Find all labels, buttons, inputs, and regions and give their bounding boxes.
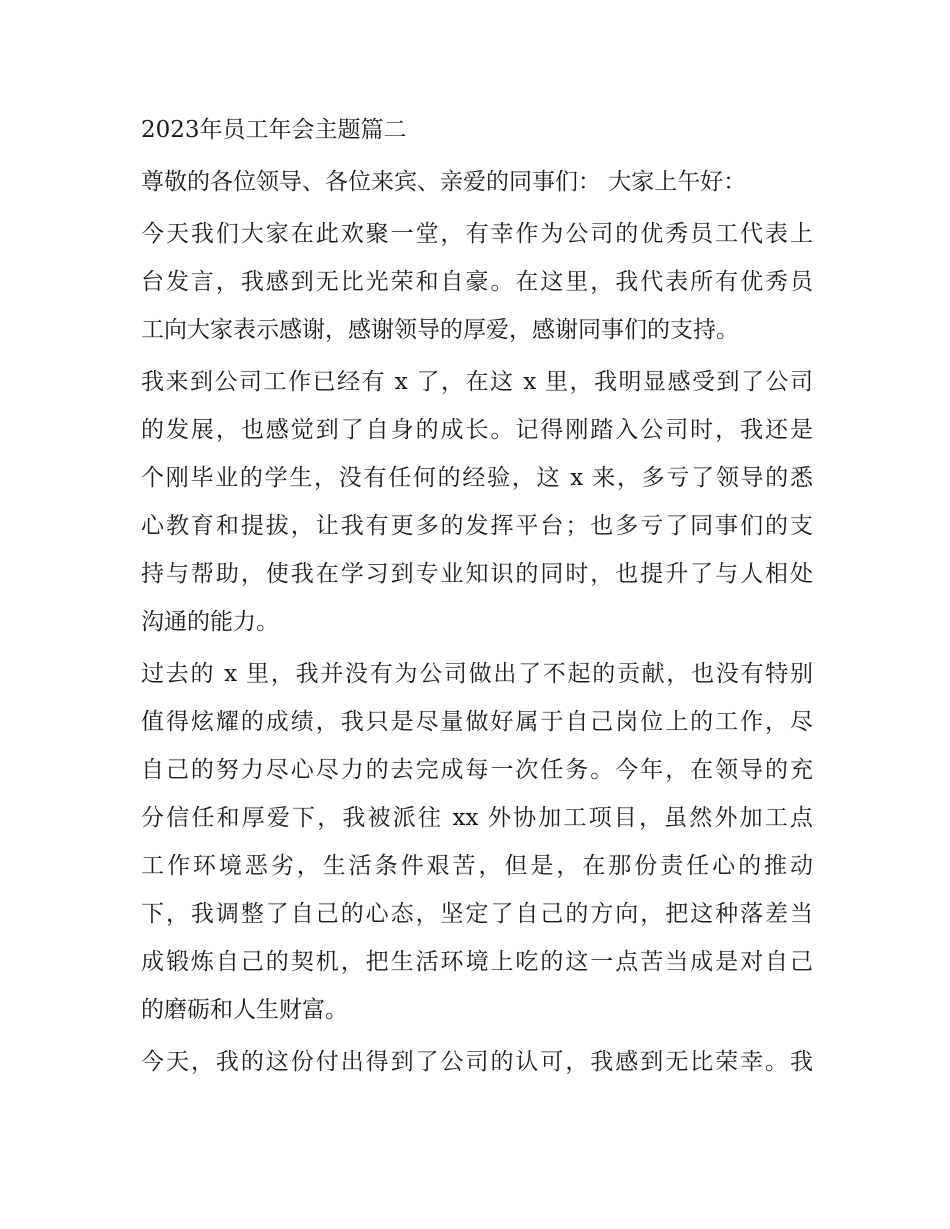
paragraph-today [141,1038,813,1086]
text-line: 工作环境恶劣，生活条件艰苦，但是，在那份责任心的推动 [141,853,813,879]
text-line: 的发展，也感觉到了自身的成长。记得刚踏入公司时，我还是 [141,417,813,443]
text-line: 台发言，我感到无比光荣和自豪。在这里，我代表所有优秀员 [141,269,813,295]
text-line: 分信任和厚爱下，我被派往 xx 外协加工项目，虽然外加工点 [141,805,813,831]
paragraph-greeting [141,158,813,206]
text-line: 今天我们大家在此欢聚一堂，有幸作为公司的优秀员工代表上 [141,221,813,247]
document-title: 2023年员工年会主题篇二 [141,117,407,143]
text-line: 个刚毕业的学生，没有任何的经验，这 x 来，多亏了领导的悉 [141,465,813,491]
text-line: 持与帮助，使我在学习到专业知识的同时，也提升了与人相处 [141,561,813,587]
text-line: 尊敬的各位领导、各位来宾、亲爱的同事们： 大家上午好： [141,169,747,195]
text-line: 我来到公司工作已经有 x 了，在这 x 里，我明显感受到了公司 [141,369,813,395]
text-line: 工向大家表示感谢，感谢领导的厚爱，感谢同事们的支持。 [141,317,739,343]
text-line: 下，我调整了自己的心态，坚定了自己的方向，把这种落差当 [141,901,813,927]
text-line: 今天，我的这份付出得到了公司的认可，我感到无比荣幸。我 [141,1049,813,1075]
text-line: 自己的努力尽心尽力的去完成每一次任务。今年，在领导的充 [141,757,813,783]
paragraph-opening [141,210,813,354]
text-line: 成锻炼自己的契机，把生活环境上吃的这一点苦当成是对自己 [141,949,813,975]
text-line: 沟通的能力。 [141,609,279,635]
document-body [141,106,813,1090]
paragraph-past-year [141,650,813,1034]
paragraph-growth [141,358,813,646]
text-line: 值得炫耀的成绩，我只是尽量做好属于自己岗位上的工作，尽 [141,709,813,735]
text-line: 的磨砺和人生财富。 [141,997,348,1023]
text-line: 过去的 x 里，我并没有为公司做出了不起的贡献，也没有特别 [141,661,813,687]
text-line: 心教育和提拔，让我有更多的发挥平台；也多亏了同事们的支 [141,513,813,539]
